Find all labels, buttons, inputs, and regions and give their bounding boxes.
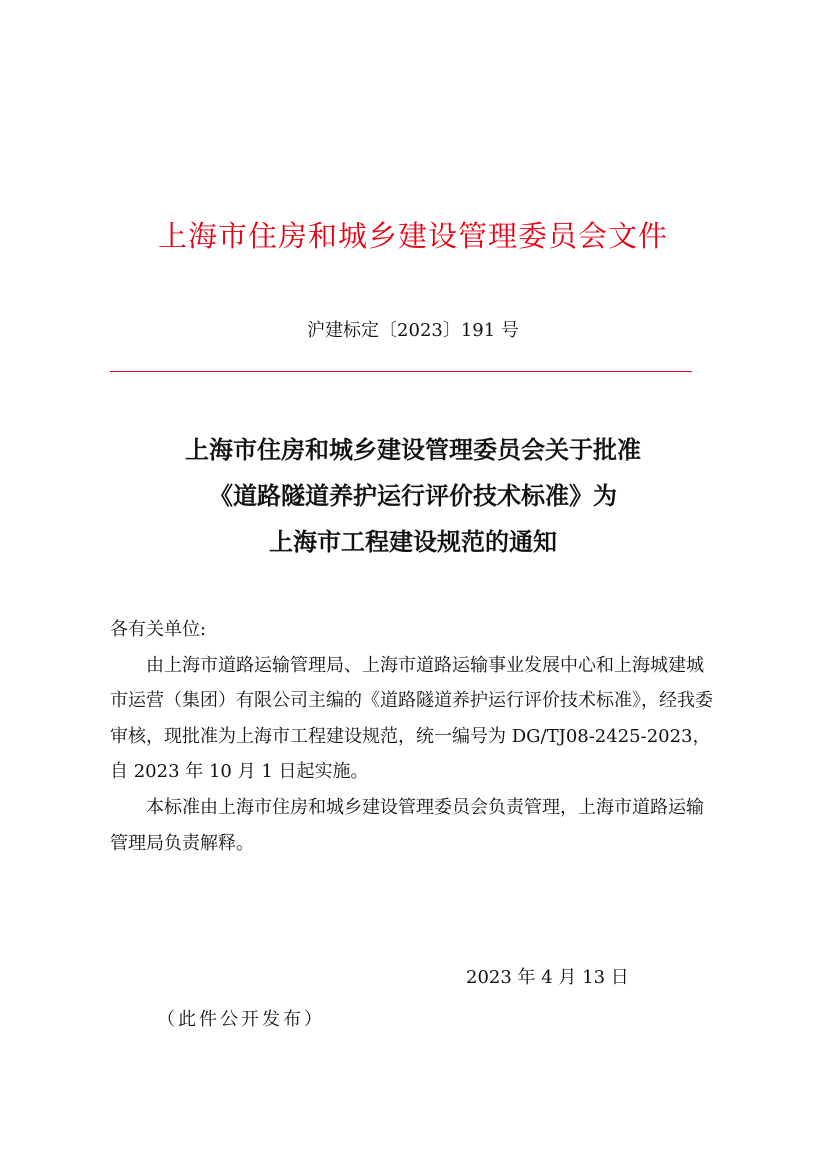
notice-title-line-3: 上海市工程建设规范的通知 — [269, 527, 557, 556]
issue-date: 2023 年 4 月 13 日 — [466, 967, 629, 988]
notice-body — [110, 612, 716, 861]
body-paragraph-management: 本标准由上海市住房和城乡建设管理委员会负责管理，上海市道路运输管理局负责解释。 — [110, 796, 704, 854]
notice-title-line-1: 上海市住房和城乡建设管理委员会关于批准 — [185, 435, 641, 464]
publication-note: （此件公开发布） — [157, 1009, 325, 1030]
notice-title-line-2: 《道路隧道养护运行评价技术标准》为 — [209, 481, 617, 510]
body-paragraph-approval: 由上海市道路运输管理局、上海市道路运输事业发展中心和上海城建城市运营（集团）有限公司主编的《道路隧道养护运行评价技术标准》，经我委审核，现批准为上海市工程建设规范，统一编号为 DG/TJ08-2425-2023，自 2023 年 10 月 1 日起实施。 — [110, 654, 713, 783]
notice-title — [0, 427, 826, 565]
salutation: 各有关单位: — [110, 619, 207, 640]
red-divider-line — [110, 371, 692, 372]
document-number: 沪建标定〔2023〕191 号 — [307, 320, 519, 341]
issuer-masthead: 上海市住房和城乡建设管理委员会文件 — [157, 219, 668, 253]
